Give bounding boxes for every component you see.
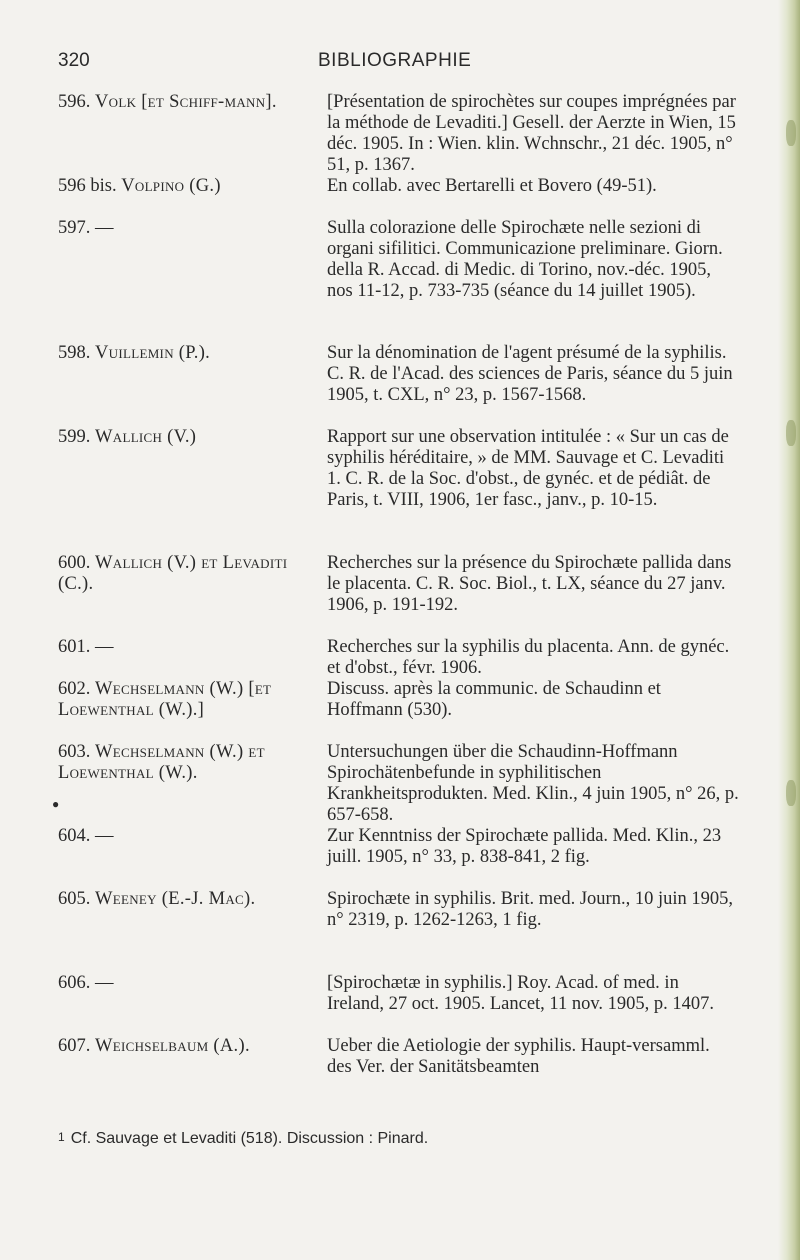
page-edge-stain bbox=[778, 0, 800, 1260]
entry-number: 601. bbox=[58, 637, 91, 657]
entry-ref bbox=[58, 742, 326, 784]
entry-number: 605. bbox=[58, 889, 91, 909]
entry-number: 607. bbox=[58, 1036, 91, 1056]
footnote-marker: 1 bbox=[58, 1130, 65, 1144]
entry-author: Weichselbaum (A.). bbox=[95, 1036, 250, 1056]
entry-text: Zur Kenntniss der Spirochæte pallida. Med. Klin., 23 juill. 1905, n° 33, p. 838-841, 2 fig. bbox=[327, 826, 722, 867]
entry-ref bbox=[58, 1036, 326, 1057]
entry-ref bbox=[58, 553, 326, 595]
entry-number: 596 bis. bbox=[58, 176, 117, 196]
entry-author: Volpino (G.) bbox=[121, 176, 221, 196]
footnote-text: Cf. Sauvage et Levaditi (518). Discussion : Pinard. bbox=[70, 1130, 429, 1147]
entry-author: — bbox=[95, 218, 114, 238]
entry-author: Wallich (V.) et Levaditi (C.). bbox=[58, 553, 288, 594]
entry-author: — bbox=[95, 973, 114, 993]
entry-ref bbox=[58, 973, 326, 994]
footnote bbox=[58, 1130, 738, 1148]
entry-author: Wechselmann (W.) [et Loewenthal (W.).] bbox=[58, 679, 272, 720]
entry-author: — bbox=[95, 637, 114, 657]
entry-text: Ueber die Aetiologie der syphilis. Haupt-versamml. des Ver. der Sanitätsbeamten bbox=[327, 1036, 710, 1077]
stain-spot bbox=[786, 780, 796, 806]
entry-number: 599. bbox=[58, 427, 91, 447]
page-header bbox=[58, 50, 730, 76]
entry-text: Spirochæte in syphilis. Brit. med. Journ., 10 juin 1905, n° 2319, p. 1262-1263, 1 fig. bbox=[327, 889, 733, 930]
entry-number: 598. bbox=[58, 343, 91, 363]
entry-text: Rapport sur une observation intitulée : « Sur un cas de syphilis héréditaire, » de MM. Sauvage et C. Levaditi 1. C. R. de la Soc. d'obst., de gynéc. et de pédiât. de Paris, t. VIII, 1906, 1er fasc., janv., p. 10-15. bbox=[327, 427, 729, 510]
entry-author: Volk [et Schiff-mann]. bbox=[95, 92, 277, 112]
entry-number: 600. bbox=[58, 553, 91, 573]
stain-spot bbox=[786, 120, 796, 146]
entry-number: 604. bbox=[58, 826, 91, 846]
entry-author: — bbox=[95, 826, 114, 846]
entry-text: Discuss. après la communic. de Schaudinn et Hoffmann (530). bbox=[327, 679, 661, 720]
entry-author: Vuillemin (P.). bbox=[95, 343, 211, 363]
stain-spot bbox=[786, 420, 796, 446]
entry-author: Weeney (E.-J. Mac). bbox=[95, 889, 256, 909]
entry-number: 597. bbox=[58, 218, 91, 238]
entry-text: [Spirochætæ in syphilis.] Roy. Acad. of med. in Ireland, 27 oct. 1905. Lancet, 11 nov. 1905, p. 1407. bbox=[327, 973, 715, 1014]
entry-text: En collab. avec Bertarelli et Bovero (49-51). bbox=[327, 176, 657, 196]
entry-ref bbox=[58, 92, 326, 113]
margin-bullet: ● bbox=[52, 797, 60, 811]
entry-text: Recherches sur la présence du Spirochæte pallida dans le placenta. C. R. Soc. Biol., t. LX, séance du 27 janv. 1906, p. 191-192. bbox=[327, 553, 732, 615]
entry-number: 606. bbox=[58, 973, 91, 993]
entry-ref bbox=[58, 218, 326, 239]
entry-ref bbox=[58, 889, 326, 910]
page-number: 320 bbox=[58, 50, 90, 71]
running-head: BIBLIOGRAPHIE bbox=[318, 50, 472, 71]
entry-number: 602. bbox=[58, 679, 91, 699]
entry-ref bbox=[58, 176, 326, 197]
entry-text: Recherches sur la syphilis du placenta. Ann. de gynéc. et d'obst., févr. 1906. bbox=[327, 637, 730, 678]
entry-author: Wechselmann (W.) et Loewenthal (W.). bbox=[58, 742, 265, 783]
entry-author: Wallich (V.) bbox=[95, 427, 197, 447]
entry-ref bbox=[58, 826, 326, 847]
entry-number: 603. bbox=[58, 742, 91, 762]
entry-text: [Présentation de spirochètes sur coupes imprégnées par la méthode de Levaditi.] Gesell. der Aerzte in Wien, 15 déc. 1905. In : Wien. klin. Wchnschr., 21 déc. 1905, n° 51, p. 1367. bbox=[327, 92, 736, 175]
entry-ref bbox=[58, 427, 326, 448]
entry-ref bbox=[58, 637, 326, 658]
entry-number: 596. bbox=[58, 92, 91, 112]
entry-text: Sur la dénomination de l'agent présumé de la syphilis. C. R. de l'Acad. des sciences de Paris, séance du 5 juin 1905, t. CXL, n° 23, p. 1567-1568. bbox=[327, 343, 733, 405]
entry-ref bbox=[58, 343, 326, 364]
entry-text: Sulla colorazione delle Spirochæte nelle sezioni di organi sifilitici. Communicazione preliminare. Giorn. della R. Accad. di Medic. di Torino, nov.-déc. 1905, nos 11-12, p. 733-735 (séance du 14 juillet 1905). bbox=[327, 218, 723, 301]
entry-text: Untersuchungen über die Schaudinn-Hoffmann Spirochätenbefunde in syphilitischen Krankheitsprodukten. Med. Klin., 4 juin 1905, n° 26, p. 657-658. bbox=[327, 742, 739, 825]
entry-ref bbox=[58, 679, 326, 721]
